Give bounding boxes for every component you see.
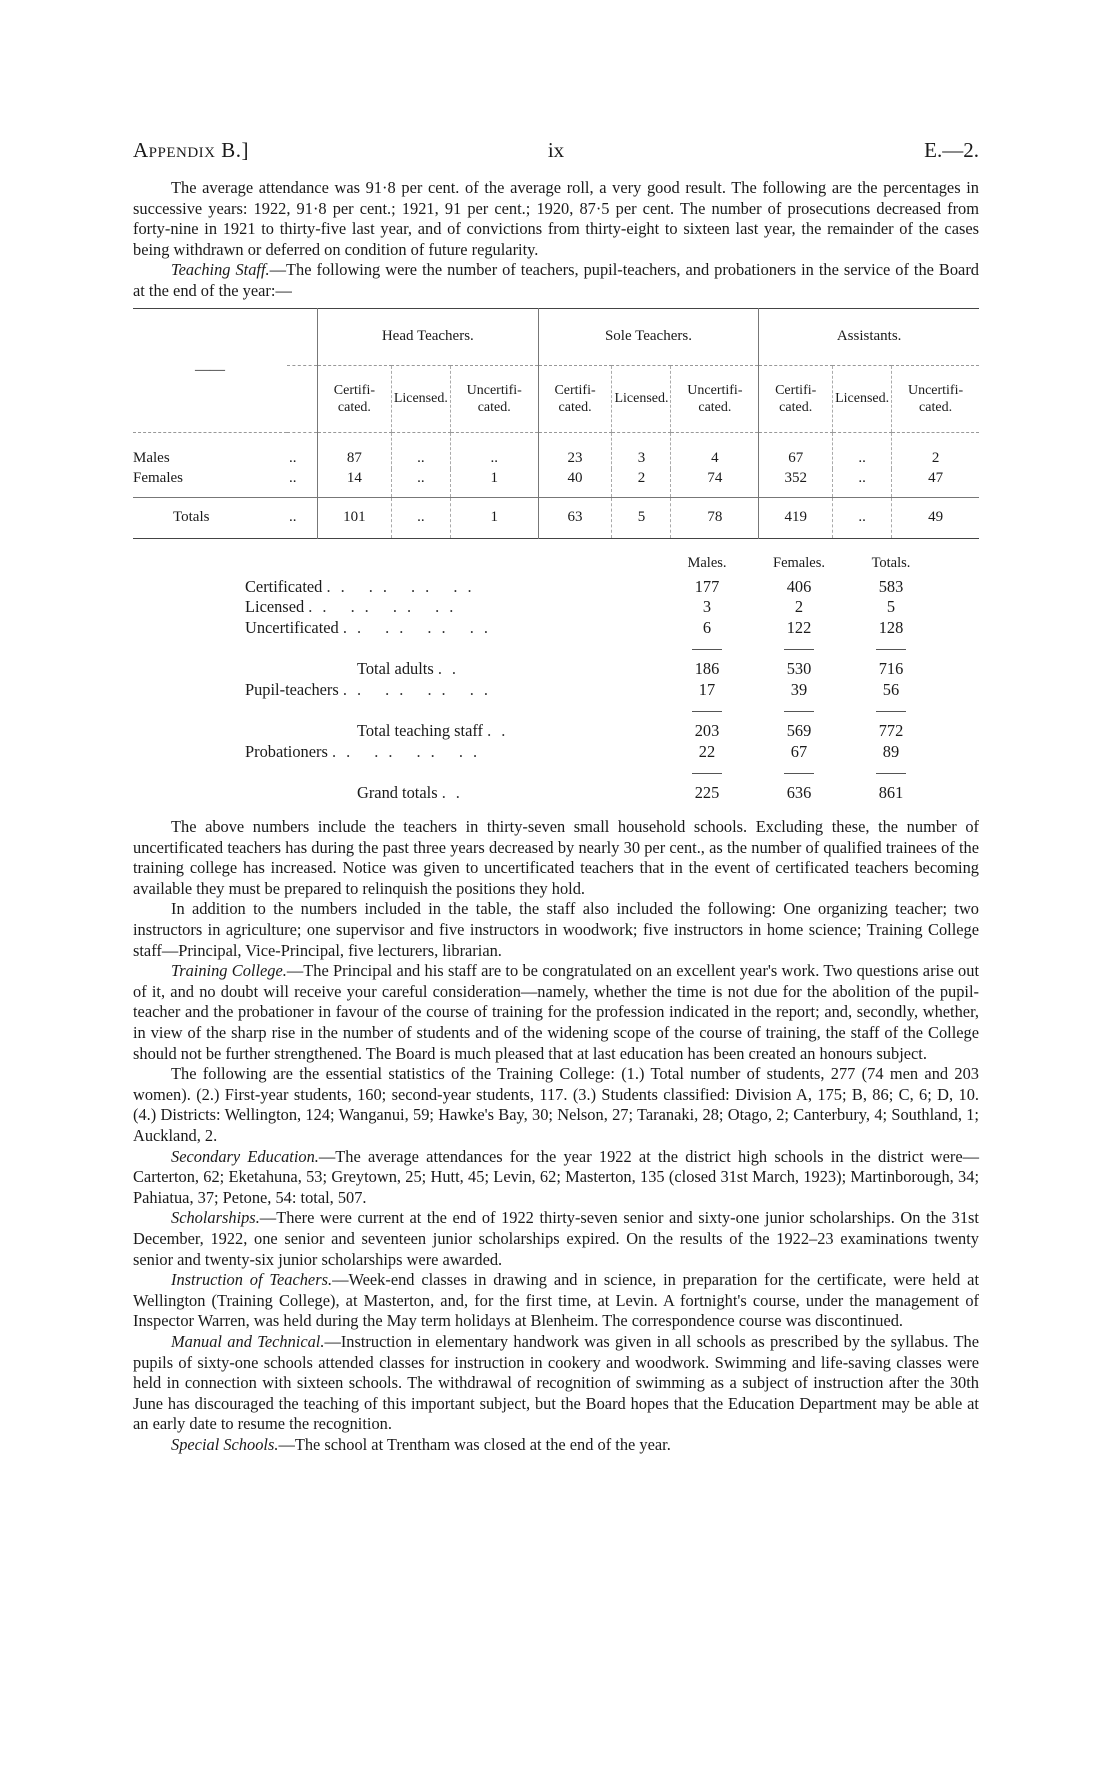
cell: ..: [391, 497, 450, 538]
table-row: [133, 469, 979, 498]
subheader-head-certificated: Certifi-cated.: [318, 365, 392, 432]
sum-rule: [876, 649, 906, 650]
document-reference: E.—2.: [924, 138, 979, 162]
subtotal-row: [245, 659, 937, 680]
cell: 861: [878, 782, 904, 802]
sum-rule: [784, 773, 814, 774]
cell: 67: [790, 741, 808, 761]
table-row: [245, 741, 937, 762]
cell: 22: [698, 741, 716, 761]
leader-dots: .. .. .. ..: [342, 679, 498, 699]
cell: 352: [759, 469, 833, 498]
cell: 569: [786, 721, 812, 741]
subheader-sole-certificated: Certifi-cated.: [538, 365, 612, 432]
sum-rule: [784, 711, 814, 712]
cell: 23: [538, 432, 612, 469]
cell: 101: [318, 497, 392, 538]
leader-dots: ..: [289, 470, 297, 487]
row-label: Totals: [133, 497, 287, 538]
subheader-sole-licensed: Licensed.: [612, 365, 671, 432]
cell: 63: [538, 497, 612, 538]
cell: 3: [612, 432, 671, 469]
cell: 406: [786, 576, 812, 596]
cell: 74: [671, 469, 759, 498]
leader-dots: .. .. .. ..: [326, 576, 482, 596]
cell: 56: [882, 679, 900, 699]
table-row: [245, 618, 937, 639]
cell: 47: [892, 469, 979, 498]
row-label: Licensed: [245, 597, 305, 617]
cell: 67: [759, 432, 833, 469]
col-totals: Totals.: [871, 555, 911, 572]
leader-dots: .. .. .. ..: [308, 597, 464, 617]
cell: 2: [892, 432, 979, 469]
manual-technical-heading: Manual and Technical.: [171, 1331, 325, 1351]
row-label: Pupil-teachers: [245, 679, 339, 699]
cell: 5: [886, 597, 896, 617]
cell: 772: [878, 721, 904, 741]
manual-technical-paragraph: [133, 1332, 979, 1435]
staff-table: [133, 308, 979, 539]
document-page: [133, 132, 979, 1456]
row-label: Females: [133, 470, 183, 487]
cell: 1: [450, 497, 538, 538]
subheader-sole-uncertificated: Uncertifi-cated.: [671, 365, 759, 432]
subheader-assistant-uncertificated: Uncertifi-cated.: [892, 365, 979, 432]
cell: 40: [538, 469, 612, 498]
cell: 14: [318, 469, 392, 498]
manual-technical-text: —Instruction in elementary handwork was given in all schools as prescribed by the syllabus. The pupils of sixty-one schools attended classes for instruction in cookery and woodwork. Swimming and life-saving classes were held in connection with sixteen schools. The withdrawal of recognition of swimming as a subject of instruction after the 30th June has discouraged the teaching of this important subject, but the Board hopes that the Education Department may be able at an early date to resume the recognition.: [133, 1331, 980, 1434]
summary-table: [245, 551, 937, 804]
subheader-head-uncertificated: Uncertifi-cated.: [450, 365, 538, 432]
training-college-text: —The Principal and his staff are to be congratulated on an excellent year's work. Two questions arise out of it, and no doubt will receive your careful consideration—namely, whether the time is not due for the abolition of the pupil-teacher and the probationer in favour of the course of training for the profession indicated in the report; and, secondly, whether, in view of the sharp rise in the number of students and of the widening scope of the course of training, the staff of the College should not be further strengthened. The Board is much pleased that at last education has been created an honours subject.: [133, 961, 979, 1063]
cell: ..: [833, 497, 892, 538]
row-label: Grand totals: [357, 782, 438, 802]
cell: 89: [882, 741, 900, 761]
cell: 186: [694, 659, 720, 679]
table-row: [245, 597, 937, 618]
cell: ..: [833, 432, 892, 469]
group-assistants: Assistants.: [759, 308, 979, 365]
sum-rule: [876, 711, 906, 712]
cell: 39: [790, 679, 808, 699]
cell: ..: [833, 469, 892, 498]
training-college-paragraph: [133, 961, 979, 1064]
cell: 2: [612, 469, 671, 498]
cell: 78: [671, 497, 759, 538]
col-females: Females.: [773, 555, 825, 572]
leader-dots: .. .. .. ..: [331, 741, 488, 761]
secondary-education-heading: Secondary Education.: [171, 1146, 319, 1166]
cell: 716: [878, 659, 904, 679]
cell: 4: [671, 432, 759, 469]
grand-total-row: [245, 783, 937, 804]
cell: ..: [450, 432, 538, 469]
cell: 87: [318, 432, 392, 469]
leader-dots: ..: [437, 659, 467, 679]
instruction-text: —Week-end classes in drawing and in science, in preparation for the certificate, were held at Wellington (Training College), at Masterton, and, for the first time, at Levin. A fortnight's course, under the management of Inspector Warren, was held during the May term holidays at Blenheim. The correspondence course was discontinued.: [133, 1270, 980, 1331]
cell: 419: [759, 497, 833, 538]
group-sole-teachers: Sole Teachers.: [538, 308, 759, 365]
scholarships-text: —There were current at the end of 1922 thirty-seven senior and sixty-one junior scholarships. On the 31st December, 1922, one senior and seventeen junior scholarships expired. On the results of the 1922–23 examinations twenty senior and twenty-six junior scholarships were awarded.: [133, 1208, 979, 1269]
subheader-head-licensed: Licensed.: [391, 365, 450, 432]
leader-dots: ..: [289, 450, 297, 467]
cell: 2: [794, 597, 804, 617]
cell: 122: [786, 618, 812, 638]
row-label: Males: [133, 450, 170, 467]
special-schools-heading: Special Schools.: [171, 1434, 279, 1454]
secondary-education-paragraph: [133, 1147, 979, 1209]
staff-table-corner: ——: [133, 308, 287, 432]
cell: 49: [892, 497, 979, 538]
cell: 203: [694, 721, 720, 741]
leader-dots: ..: [441, 782, 470, 802]
scholarships-heading: Scholarships.: [171, 1208, 260, 1228]
teaching-staff-intro: —The following were the number of teachers, pupil-teachers, and probationers in the service of the Board at the end of the year:—: [133, 260, 979, 300]
cell: 3: [702, 597, 712, 617]
training-statistics-paragraph: The following are the essential statistics of the Training College: (1.) Total number of students, 277 (74 men and 203 women). (2.) First-year students, 160; second-year students, 117. (3.) Students classified: Division A, 175; B, 86; C, 6; D, 10. (4.) Districts: Wellington, 124; Wanganui, 59; Hawke's Bay, 30; Nelson, 27; Taranaki, 28; Otago, 2; Canterbury, 4; Southland, 1; Auckland, 2.: [133, 1064, 979, 1145]
page-number: ix: [547, 138, 565, 162]
leader-dots: ..: [287, 497, 318, 538]
instruction-paragraph: [133, 1270, 979, 1332]
cell: 1: [450, 469, 538, 498]
subheader-assistant-licensed: Licensed.: [833, 365, 892, 432]
attendance-paragraph: The average attendance was 91·8 per cent. of the average roll, a very good result. The following are the percentages in successive years: 1922, 91·8 per cent.; 1921, 91 per cent.; 1920, 87·5 per cent. The number of prosecutions decreased from forty-nine in 1921 to thirty-five last year, and of convictions from thirty-eight to sixteen last year, the remainder of the cases being withdrawn or deferred on condition of future regularity.: [133, 178, 979, 259]
table-row: [133, 432, 979, 469]
sum-rule: [876, 773, 906, 774]
teaching-staff-heading: Teaching Staff.: [171, 260, 270, 280]
scholarships-paragraph: [133, 1208, 979, 1270]
teaching-staff-paragraph: [133, 260, 979, 301]
cell: 636: [786, 782, 812, 802]
row-label: Probationers: [245, 741, 328, 761]
table-row: [245, 680, 937, 701]
special-schools-text: —The school at Trentham was closed at the end of the year.: [278, 1434, 671, 1454]
totals-row: [133, 497, 979, 538]
cell: 6: [702, 618, 712, 638]
cell: 128: [878, 618, 904, 638]
subtotal-row: [245, 721, 937, 742]
row-label: Uncertificated: [245, 618, 339, 638]
sum-rule: [692, 773, 722, 774]
row-label: Total teaching staff: [357, 721, 483, 741]
uncertificated-paragraph: The above numbers include the teachers in thirty-seven small household schools. Excluding these, the number of uncertificated teachers has during the past three years decreased by nearly 30 per cent., as the number of qualified trainees of the training college has increased. Notice was given to uncertificated teachers that in the event of certificated teachers becoming available they must be prepared to relinquish the positions they hold.: [133, 817, 979, 898]
cell: 530: [786, 659, 812, 679]
cell: ..: [391, 469, 450, 498]
cell: 177: [694, 576, 720, 596]
cell: 225: [694, 782, 720, 802]
instruction-heading: Instruction of Teachers.: [171, 1270, 333, 1290]
col-males: Males.: [687, 555, 727, 572]
group-head-teachers: Head Teachers.: [318, 308, 539, 365]
sum-rule: [692, 711, 722, 712]
additional-staff-paragraph: In addition to the numbers included in the table, the staff also included the following: One organizing teacher; two instructors in agriculture; one supervisor and five instructors in woodwork; five instructors in home science; Training College staff—Principal, Vice-Principal, five lecturers, librarian.: [133, 899, 979, 960]
row-label: Certificated: [245, 576, 323, 596]
leader-dots: ..: [487, 721, 516, 741]
secondary-education-text: —The average attendances for the year 1922 at the district high schools in the district were—Carterton, 62; Eketahuna, 53; Greytown, 25; Hutt, 45; Levin, 62; Masterton, 135 (closed 31st March, 1923); Martinborough, 34; Pahiatua, 37; Petone, 54: total, 507.: [133, 1146, 979, 1207]
page-header: [133, 132, 979, 168]
header-appendix: Appendix B.]: [133, 138, 250, 162]
cell: 583: [878, 576, 904, 596]
leader-dots: .. .. .. ..: [342, 618, 498, 638]
cell: 5: [612, 497, 671, 538]
row-label: Total adults: [357, 659, 434, 679]
cell: ..: [391, 432, 450, 469]
sum-rule: [692, 649, 722, 650]
training-college-heading: Training College.: [171, 961, 287, 981]
table-row: [245, 577, 937, 598]
sum-rule: [784, 649, 814, 650]
cell: 17: [698, 679, 716, 699]
special-schools-paragraph: [133, 1435, 979, 1456]
subheader-assistant-certificated: Certifi-cated.: [759, 365, 833, 432]
